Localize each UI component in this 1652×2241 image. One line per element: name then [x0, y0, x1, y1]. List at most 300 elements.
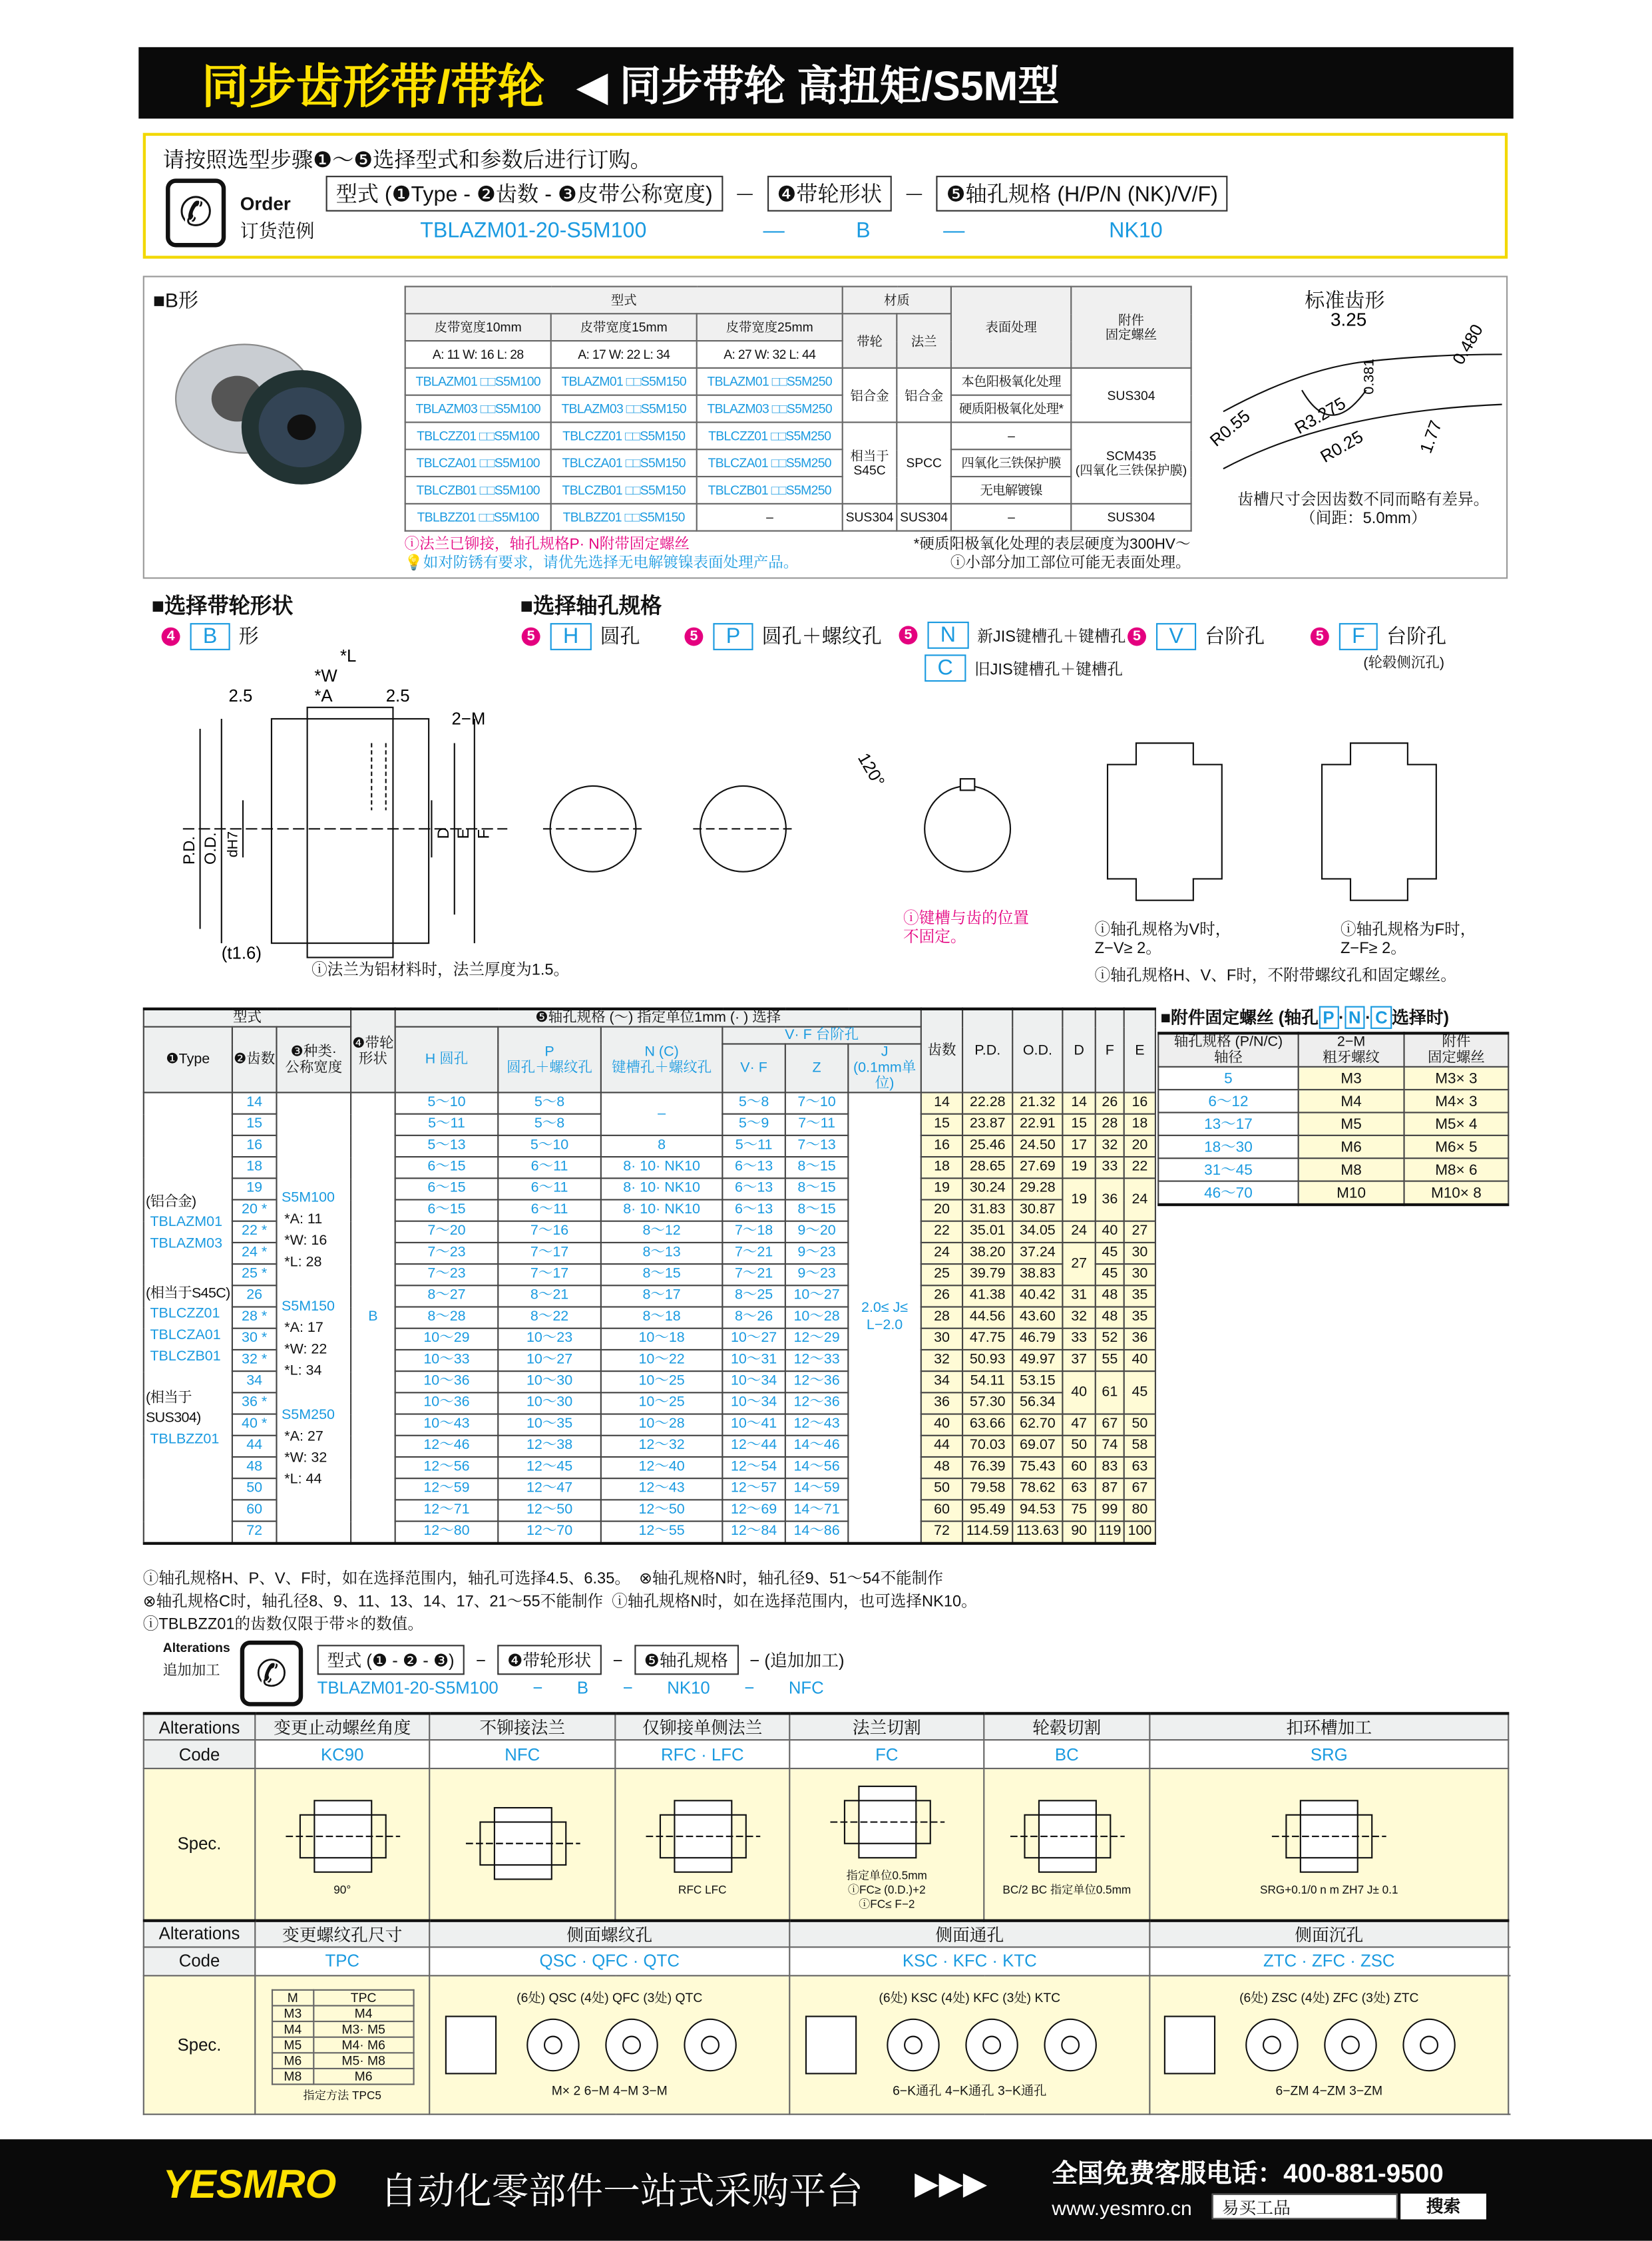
note: ⊗轴孔规格C时，轴孔径8、9、11、13、14、17、21～55不能制作 — [142, 1593, 604, 1611]
dim-value: 113.63 — [1012, 1522, 1062, 1543]
dims-cell: A: 17 W: 22 L: 34 — [551, 341, 697, 368]
dim-value: 48 — [1096, 1307, 1124, 1328]
alt-spec-drawing — [429, 1975, 789, 2113]
bore-range: 10～22 — [601, 1350, 723, 1371]
alt-label-en: Alterations — [162, 1640, 230, 1655]
thread: M10 — [1299, 1181, 1404, 1205]
bore-label: 圆孔＋螺纹孔 — [761, 624, 882, 648]
dim-value: 24 — [921, 1243, 962, 1264]
part-number: TBLAZM01 □□S5M100 — [405, 368, 551, 395]
dim-value: 72 — [921, 1522, 962, 1543]
slogan: 自动化零部件一站式采购平台 — [380, 2169, 863, 2212]
bore-range: 10～33 — [395, 1350, 499, 1371]
part-number: TBLCZB01 □□S5M150 — [551, 477, 697, 504]
dim-value: 18 — [921, 1157, 962, 1178]
bore-range: 6～13 — [722, 1199, 785, 1221]
dim-value: 28.65 — [962, 1157, 1012, 1178]
dim-value: 19 — [1062, 1178, 1095, 1221]
bore-option-h[interactable] — [520, 622, 640, 650]
shape-note: ⓘ法兰为铝材料时，法兰厚度为1.5。 — [311, 961, 570, 979]
code-label: Code — [144, 1946, 255, 1975]
circle-pattern-drawing — [1157, 2009, 1500, 2080]
footer — [0, 2139, 1652, 2240]
width-cell — [276, 1092, 351, 1542]
bore-note: ⓘ轴孔规格H、V、F时，不附带螺纹孔和固定螺丝。 — [1094, 967, 1456, 985]
part-number: – — [697, 504, 843, 531]
table-row — [1158, 1067, 1508, 1090]
alt-spec-drawing — [1149, 1768, 1508, 1920]
dim-value: 14 — [921, 1092, 962, 1114]
bore-range: 8～28 — [395, 1307, 499, 1328]
dim-value: 38.20 — [962, 1243, 1012, 1264]
bore-range: 12～57 — [722, 1478, 785, 1500]
teeth-cell: 36 * — [232, 1392, 277, 1414]
spec-drawing — [823, 1775, 951, 1870]
tooth-title: 标准齿形 — [1305, 288, 1385, 312]
page-header — [138, 47, 1514, 118]
table-row — [1158, 1090, 1508, 1112]
dim-value: 27 — [1062, 1243, 1095, 1285]
tpc-value: M6 — [314, 2068, 413, 2084]
col-type-code: ❶Type — [144, 1027, 232, 1093]
note: ⓘ小部分加工部位可能无表面处理。 — [950, 554, 1191, 572]
order-label-en: Order — [240, 192, 291, 215]
bore-range: 6～15 — [395, 1157, 499, 1178]
col-bore-p: P 圆孔＋螺纹孔 — [498, 1027, 601, 1093]
dim-value: 100 — [1124, 1522, 1155, 1543]
bore-range: 7～21 — [722, 1243, 785, 1264]
dimension-label: dH7 — [224, 831, 241, 858]
bore-range: 10～36 — [395, 1392, 499, 1414]
note: ⓘTBLBZZ01的齿数仅限于带＊的数值。 — [142, 1616, 423, 1634]
bore-range: 7～21 — [722, 1264, 785, 1285]
tpc-value: M5· M8 — [314, 2052, 413, 2068]
dim-value: 94.53 — [1012, 1500, 1062, 1521]
dim-value: 22 — [1124, 1157, 1155, 1178]
width-dim: *A: 27 — [284, 1429, 323, 1445]
part-number: TBLAZM01 □□S5M250 — [697, 368, 843, 395]
alt-label-cn: 追加加工 — [162, 1663, 220, 1679]
teeth-cell: 26 — [232, 1285, 277, 1307]
dim-value: 61 — [1096, 1371, 1124, 1414]
col-vf: V· F — [722, 1044, 785, 1092]
bore-range: 5～13 — [395, 1135, 499, 1157]
bore-range: 12～70 — [498, 1522, 601, 1543]
alt-box-shape: ❹带轮形状 — [497, 1645, 601, 1675]
bore-code: P — [713, 622, 753, 650]
dim-value: 50 — [1124, 1414, 1155, 1436]
dim-value: 30.24 — [962, 1178, 1012, 1199]
dimension-label: *A — [314, 687, 333, 706]
bore-range: 12～50 — [498, 1500, 601, 1521]
bore-diameter: 5 — [1158, 1067, 1298, 1090]
teeth-cell: 40 * — [232, 1414, 277, 1436]
teeth-cell: 32 * — [232, 1350, 277, 1371]
order-box-bore: ❺轴孔规格 (H/P/N (NK)/V/F) — [936, 176, 1228, 212]
dim-value: 75 — [1062, 1500, 1095, 1521]
dim-value: 58 — [1124, 1436, 1155, 1457]
dim-value: 53.15 — [1012, 1371, 1062, 1392]
spec-labels: 6−K通孔 4−K通孔 3−K通孔 — [893, 2083, 1047, 2097]
yesmro-logo: YESMRO — [162, 2162, 337, 2207]
dim-value: 25 — [921, 1264, 962, 1285]
angle-label: 120° — [854, 749, 888, 791]
teeth-cell: 72 — [232, 1522, 277, 1543]
step-5-badge: 5 — [899, 626, 918, 644]
dim-value: 40 — [1124, 1350, 1155, 1371]
dim-value: 45 — [1124, 1371, 1155, 1414]
spec-labels: M× 2 6−M 4−M 3−M — [551, 2083, 668, 2097]
bore-range: 12～56 — [395, 1457, 499, 1478]
bore-range: 8～15 — [785, 1157, 848, 1178]
dimension-label: E — [455, 828, 473, 839]
tooth-dimension: 3.25 — [1330, 309, 1367, 330]
title-end: 选择时) — [1392, 1007, 1450, 1028]
dim-value: 78.62 — [1012, 1478, 1062, 1500]
col-bore: ❺轴孔规格 (～) 指定单位1mm (· ) 选择 — [395, 1009, 921, 1027]
bore-range: 9～23 — [785, 1243, 848, 1264]
part-number: TBLAZM03 □□S5M250 — [697, 395, 843, 423]
screw-header: 轴孔规格 (P/N/C) 轴径 — [1158, 1033, 1298, 1066]
bore-range: 10～36 — [395, 1371, 499, 1392]
type-code: TBLAZM03 — [150, 1236, 223, 1252]
bore-range: 5～8 — [498, 1114, 601, 1135]
set-screw: M6× 5 — [1404, 1135, 1509, 1158]
dim-value: 45 — [1096, 1243, 1124, 1264]
circle-pattern-drawing — [798, 2009, 1141, 2080]
bore-range: 8· 10· NK10 — [601, 1199, 723, 1221]
dim-value: 20 — [921, 1199, 962, 1221]
bore-option-c[interactable] — [897, 654, 1123, 682]
tpc-header: M — [272, 1989, 314, 2005]
bore-range: 10～25 — [601, 1392, 723, 1414]
alt-label: Alterations — [144, 1920, 255, 1947]
alt-spec-drawing — [615, 1768, 789, 1920]
dim-value: 63 — [1124, 1457, 1155, 1478]
tooth-profile-drawing — [1207, 309, 1502, 483]
dim-value: 35 — [1124, 1307, 1155, 1328]
dim-value: 55 — [1096, 1350, 1124, 1371]
teeth-cell: 18 — [232, 1157, 277, 1178]
part-number: TBLCZZ01 □□S5M100 — [405, 422, 551, 449]
teeth-cell: 15 — [232, 1114, 277, 1135]
dim-value: 74 — [1096, 1436, 1124, 1457]
category-title: 同步齿形带/带轮 — [201, 59, 545, 112]
col-surface: 表面处理 — [951, 286, 1071, 367]
spec-label: Spec. — [144, 1975, 255, 2113]
alt-name: 侧面沉孔 — [1149, 1920, 1508, 1947]
part-number: TBLAZM03 □□S5M100 — [405, 395, 551, 423]
col-width: 皮带宽度15mm — [551, 313, 697, 341]
dim-value: 31.83 — [962, 1199, 1012, 1221]
col-od: O.D. — [1012, 1009, 1062, 1093]
bore-range: 14～71 — [785, 1500, 848, 1521]
col-stepped: V· F 台阶孔 — [722, 1027, 921, 1044]
set-screw: M10× 8 — [1404, 1181, 1509, 1205]
teeth-cell: 24 * — [232, 1243, 277, 1264]
dim-value: 37.24 — [1012, 1243, 1062, 1264]
code-label: Code — [144, 1740, 255, 1768]
dim-value: 45 — [1096, 1264, 1124, 1285]
part-number: TBLCZA01 □□S5M250 — [697, 449, 843, 477]
dim-value: 17 — [1062, 1135, 1095, 1157]
dim-value: 40 — [1096, 1221, 1124, 1243]
dim-value: 24 — [1062, 1221, 1095, 1243]
tpc-value: M4 — [272, 2021, 314, 2037]
dim-value: 52 — [1096, 1328, 1124, 1350]
dims-cell: A: 27 W: 32 L: 44 — [697, 341, 843, 368]
bore-range: 7～10 — [785, 1092, 848, 1114]
surface: – — [951, 504, 1071, 531]
dim-value: 43.60 — [1012, 1307, 1062, 1328]
bore-code: F — [1339, 622, 1378, 650]
type-code: TBLCZB01 — [150, 1348, 221, 1365]
dim-value: 90 — [1062, 1522, 1095, 1543]
dim-value: 37 — [1062, 1350, 1095, 1371]
teeth-cell: 48 — [232, 1457, 277, 1478]
teeth-cell: 16 — [232, 1135, 277, 1157]
col-j: J (0.1mm单位) — [848, 1044, 921, 1092]
alt-name: 轮毂切割 — [984, 1713, 1149, 1740]
type-code: TBLCZA01 — [150, 1327, 221, 1344]
step-5-badge: 5 — [522, 627, 540, 646]
dimension-label: *L — [340, 647, 357, 666]
dim-value: 14 — [1062, 1092, 1095, 1114]
material-body: 相当于 S45C — [843, 422, 897, 503]
bore-range: 5～11 — [395, 1114, 499, 1135]
alt-code: BC — [984, 1740, 1149, 1768]
bore-range: 12～55 — [601, 1522, 723, 1543]
bore-range: 10～43 — [395, 1414, 499, 1436]
width-code: S5M150 — [281, 1299, 335, 1315]
bore-option-v[interactable] — [1126, 622, 1265, 650]
bore-range: 8～13 — [601, 1243, 723, 1264]
bore-range: 7～20 — [395, 1221, 499, 1243]
step-4-badge: 4 — [162, 627, 180, 646]
material-label: (铝合金) — [146, 1194, 196, 1211]
bore-range: 12～32 — [601, 1436, 723, 1457]
alt-spec-drawing — [789, 1768, 984, 1920]
bore-range: 10～29 — [395, 1328, 499, 1350]
tpc-spec — [255, 1975, 429, 2113]
table-row — [1158, 1135, 1508, 1158]
bore-label: 圆孔 — [600, 624, 640, 648]
pulley-dimension-drawing — [172, 647, 515, 972]
alt-box-type: 型式 (❶ - ❷ - ❸) — [317, 1645, 465, 1675]
dim-value: 32 — [1096, 1135, 1124, 1157]
type-code: TBLBZZ01 — [150, 1432, 220, 1448]
col-type: 型式 — [144, 1009, 351, 1027]
tpc-value: M6 — [272, 2052, 314, 2068]
dim-value: 44.56 — [962, 1307, 1012, 1328]
shape-option-b[interactable]: B — [190, 622, 230, 650]
bore-range: 7～13 — [785, 1135, 848, 1157]
tpc-value: M4· M6 — [314, 2037, 413, 2053]
dimension-label: O.D. — [202, 832, 220, 865]
part-number: TBLCZZ01 □□S5M150 — [551, 422, 697, 449]
width-dim: *A: 11 — [284, 1211, 323, 1228]
dim-value: 95.49 — [962, 1500, 1012, 1521]
dim-value: 27.69 — [1012, 1157, 1062, 1178]
alt-name: 仅铆接单侧法兰 — [615, 1713, 789, 1740]
dim-value: 79.58 — [962, 1478, 1012, 1500]
spec-drawing — [1002, 1790, 1131, 1884]
teeth-cell: 19 — [232, 1178, 277, 1199]
part-number: TBLCZB01 □□S5M250 — [697, 477, 843, 504]
teeth-cell: 60 — [232, 1500, 277, 1521]
ex: TBLAZM01-20-S5M100 — [317, 1677, 499, 1698]
bore-option-p[interactable] — [683, 622, 881, 650]
col-teeth: ❷齿数 — [232, 1027, 277, 1093]
bore-range: 10～25 — [601, 1371, 723, 1392]
dim-value: 63.66 — [962, 1414, 1012, 1436]
part-number: TBLBZZ01 □□S5M150 — [551, 504, 697, 531]
note: ⊗轴孔规格N时，轴孔径9、51～54不能制作 — [639, 1570, 943, 1588]
note: ⓘ法兰已铆接，轴孔规格P· N附带固定螺丝 — [404, 536, 690, 553]
spec-section — [143, 276, 1508, 578]
order-box-type: 型式 (❶Type - ❷齿数 - ❸皮带公称宽度) — [326, 176, 723, 212]
col-width: 皮带宽度10mm — [405, 313, 551, 341]
bore-range: 10～35 — [498, 1414, 601, 1436]
spec-annotation: 90° — [333, 1884, 351, 1897]
bore-range: 7～11 — [785, 1114, 848, 1135]
bore-range: 6～11 — [498, 1157, 601, 1178]
tpc-table — [271, 1989, 414, 2085]
spec-table-area — [405, 286, 1205, 573]
page-title: ◀ 同步带轮 高扭矩/S5M型 — [576, 63, 1060, 110]
bore-range: 10～34 — [722, 1371, 785, 1392]
tpc-value: M3 — [272, 2005, 314, 2021]
dim-value: 44 — [921, 1436, 962, 1457]
tooth-dimension: R0.25 — [1317, 427, 1366, 467]
set-screw: M3× 3 — [1404, 1067, 1509, 1090]
dim-value: 83 — [1096, 1457, 1124, 1478]
step-5-badge: 5 — [684, 627, 703, 646]
search-button[interactable]: 搜索 — [1400, 2194, 1486, 2220]
dim-value: 25.46 — [962, 1135, 1012, 1157]
dim-value: 67 — [1096, 1414, 1124, 1436]
bore-range: 9～23 — [785, 1264, 848, 1285]
tooth-dimension: 0.480 — [1449, 321, 1487, 368]
spec-drawing — [278, 1790, 407, 1884]
order-example-shape: B — [856, 218, 871, 244]
dim-value: 36 — [1124, 1328, 1155, 1350]
width-dim: *A: 17 — [284, 1320, 323, 1336]
bore-range: 14～46 — [785, 1436, 848, 1457]
dim-value: 99 — [1096, 1500, 1124, 1521]
j-cell: 2.0≤ J≤ L−2.0 — [848, 1092, 921, 1542]
screw-header: 2−M 粗牙螺纹 — [1299, 1033, 1404, 1066]
bore-range: 12～46 — [395, 1436, 499, 1457]
part-number: TBLCZZ01 □□S5M250 — [697, 422, 843, 449]
col-flange: 法兰 — [897, 313, 951, 368]
bore-type-drawings — [543, 743, 1515, 900]
note: ⓘ轴孔规格H、P、V、F时，如在选择范围内，轴孔可选择4.5、6.35。 — [142, 1570, 630, 1588]
hotline: 全国免费客服电话：400-881-9500 — [1052, 2159, 1444, 2188]
shape-select-title: ■选择带轮形状 — [151, 594, 294, 619]
website-link[interactable]: www.yesmro.cn — [1052, 2196, 1192, 2220]
width-dim: *L: 34 — [284, 1363, 322, 1379]
bore-code: N — [927, 622, 968, 649]
dimension-label: P.D. — [181, 836, 199, 865]
bore-range: 12～71 — [395, 1500, 499, 1521]
dim-value: 30 — [921, 1328, 962, 1350]
bore-label: 台阶孔 — [1386, 624, 1447, 648]
dim-value: 36 — [1096, 1178, 1124, 1221]
dim-value: 48 — [921, 1457, 962, 1478]
note: *硬质阳极氧化处理的表层硬度为300HV～ — [913, 536, 1191, 553]
tpc-value: M8 — [272, 2068, 314, 2084]
bore-range: 12～59 — [395, 1478, 499, 1500]
dim-value: 60 — [1062, 1457, 1095, 1478]
bore-diameter: 18～30 — [1158, 1135, 1298, 1158]
dimension-label: F — [475, 829, 493, 839]
bore-range: 5～10 — [498, 1135, 601, 1157]
bore-range: 7～17 — [498, 1243, 601, 1264]
pulley-photo — [158, 320, 387, 492]
bore-range: 14～86 — [785, 1522, 848, 1543]
teeth-cell: 30 * — [232, 1328, 277, 1350]
alt-spec-drawing — [429, 1768, 615, 1920]
width-dim: *W: 22 — [284, 1342, 327, 1358]
bore-option-n[interactable] — [897, 622, 1126, 649]
material-label: (相当于 SUS304) — [146, 1390, 201, 1426]
bore-note: ⓘ轴孔规格为F时， Z−F≥ 2。 — [1340, 921, 1476, 958]
dim-value: 30 — [1124, 1243, 1155, 1264]
table-row — [1158, 1181, 1508, 1205]
bore-range: 12～54 — [722, 1457, 785, 1478]
alt-code: FC — [789, 1740, 984, 1768]
bore-range: 8～15 — [785, 1178, 848, 1199]
dim-value: 28 — [921, 1307, 962, 1328]
bore-range: 6～11 — [498, 1199, 601, 1221]
dim-value: 32 — [921, 1350, 962, 1371]
material-label: (相当于S45C) — [146, 1286, 230, 1303]
teeth-cell: 28 * — [232, 1307, 277, 1328]
order-label-cn: 订货范例 — [240, 220, 315, 242]
dim-value: 76.39 — [962, 1457, 1012, 1478]
tpc-value: M4 — [314, 2005, 413, 2021]
material-flange: SUS304 — [897, 504, 951, 531]
col-material: 材质 — [843, 286, 951, 313]
bore-range: 12～47 — [498, 1478, 601, 1500]
teeth-cell: 44 — [232, 1436, 277, 1457]
spec-drawing — [458, 1796, 586, 1891]
set-screw: M5× 4 — [1404, 1113, 1509, 1135]
type-cell — [144, 1092, 232, 1542]
bore-option-f[interactable] — [1309, 622, 1447, 672]
bore-range: 10～27 — [498, 1350, 601, 1371]
alt-tail: − (追加加工) — [749, 1650, 845, 1671]
dim-value: 46.79 — [1012, 1328, 1062, 1350]
search-input[interactable]: 易买工品 — [1212, 2194, 1398, 2220]
col-body: 带轮 — [843, 313, 897, 368]
dim-value: 34 — [921, 1371, 962, 1392]
code-p: P — [1319, 1006, 1339, 1029]
bore-range: 10～27 — [722, 1328, 785, 1350]
bore-range: 8～18 — [601, 1307, 723, 1328]
bore-sub: (轮毂侧沉孔) — [1363, 656, 1445, 672]
bore-range: 12～80 — [395, 1522, 499, 1543]
width-dim: *L: 44 — [284, 1472, 322, 1488]
material-body: 铝合金 — [843, 368, 897, 423]
dim-value: 39.79 — [962, 1264, 1012, 1285]
bore-range: 8· 10· NK10 — [601, 1178, 723, 1199]
bore-range: 12～45 — [498, 1457, 601, 1478]
dim-value: 24.50 — [1012, 1135, 1062, 1157]
dim-value: 87 — [1096, 1478, 1124, 1500]
alt-spec-drawing — [255, 1768, 429, 1920]
